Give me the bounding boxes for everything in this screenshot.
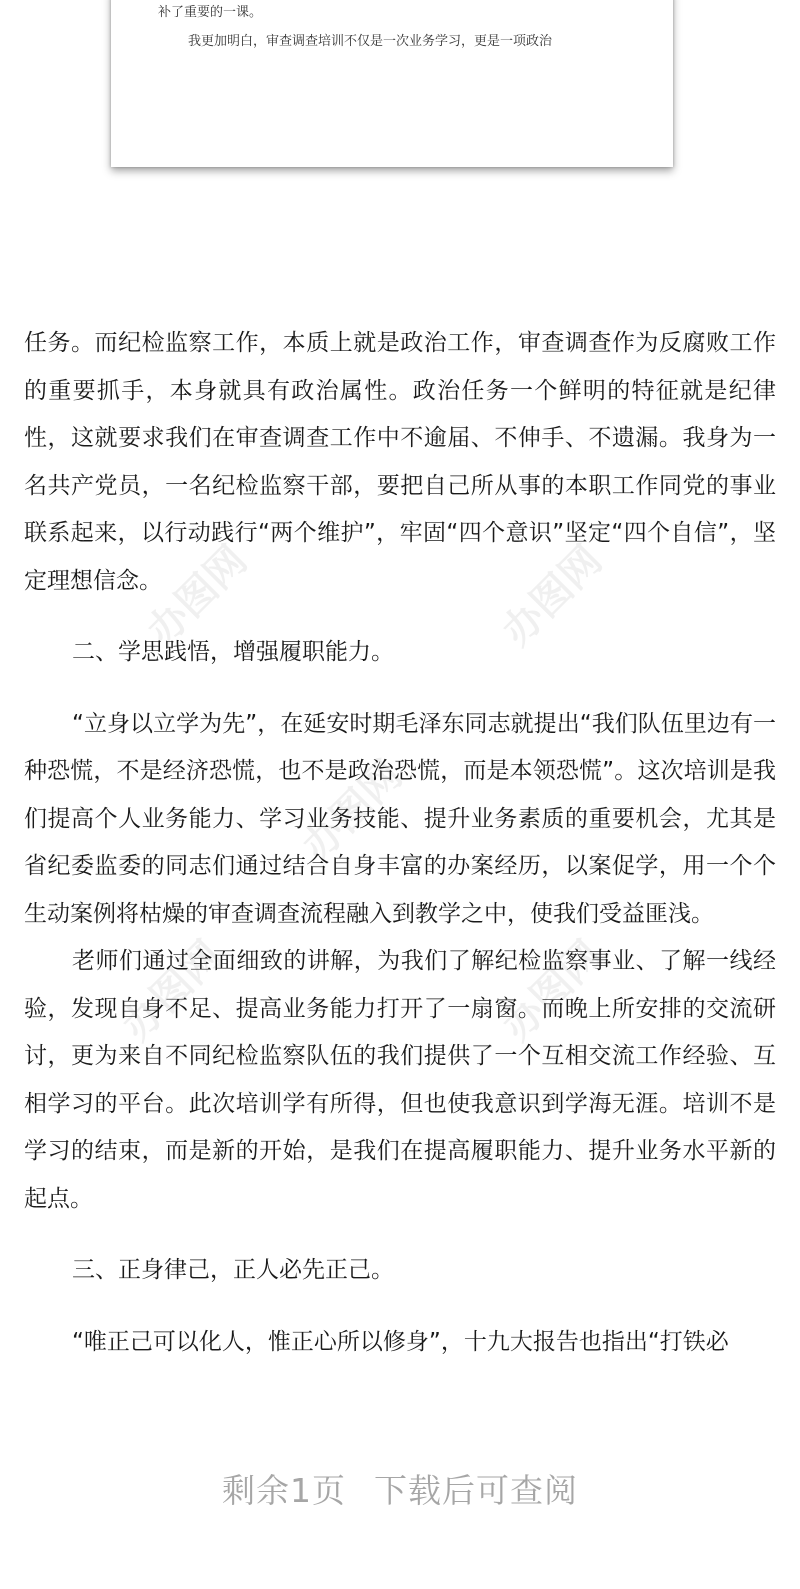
- document-body: [24, 320, 776, 1366]
- watermark: 办图网: [493, 932, 612, 1050]
- remaining-pages-label: 剩余1页: [222, 1471, 346, 1510]
- section-heading: 二、学思践悟，增强履职能力。: [72, 639, 394, 665]
- paragraph: “立身以立学为先”，在延安时期毛泽东同志就提出“我们队伍里边有一种恐慌，不是经济恐慌，也不是政治恐慌，而是本领恐慌”。这次培训是我们提高个人业务能力、学习业务技能、提升业务素质的重要机会，尤其是省纪委监委的同志们通过结合自身丰富的办案经历，以案促学，用一个个生动案例将枯燥的审查调查流程融入到教学之中，使我们受益匪浅。: [24, 710, 776, 927]
- preview-text-line: 补了重要的一课。: [158, 5, 263, 20]
- preview-card: [111, 0, 673, 167]
- paragraph: 老师们通过全面细致的讲解，为我们了解纪检监察事业、了解一线经验，发现自身不足、提高业务能力打开了一扇窗。而晚上所安排的交流研讨，更为来自不同纪检监察队伍的我们提供了一个互相交流工作经验、互相学习的平台。此次培训学有所得，但也使我意识到学海无涯。培训不是学习的结束，而是新的开始，是我们在提高履职能力、提升业务水平新的起点。: [24, 948, 776, 1212]
- paragraph: 任务。而纪检监察工作，本质上就是政治工作，审查调查作为反腐败工作的重要抓手，本身就具有政治属性。政治任务一个鲜明的特征就是纪律性，这就要求我们在审查调查工作中不逾届、不伸手、不遗漏。我身为一名共产党员，一名纪检监察干部，要把自己所从事的本职工作同党的事业联系起来，以行动践行“两个维护”，牢固“四个意识”坚定“四个自信”，坚定理想信念。: [24, 330, 776, 594]
- paragraph: “唯正己可以化人，惟正心所以修身”，十九大报告也指出“打铁必: [72, 1328, 729, 1355]
- watermark: 办图网: [113, 932, 232, 1050]
- section-heading: 三、正身律己，正人必先正己。: [72, 1257, 394, 1283]
- download-notice[interactable]: [0, 1465, 800, 1512]
- watermark: 办图网: [138, 537, 257, 655]
- preview-text-line: 我更加明白，审查调查培训不仅是一次业务学习，更是一项政治: [188, 34, 553, 49]
- watermark: 办图网: [493, 537, 612, 655]
- watermark: 办图网: [293, 752, 412, 870]
- download-to-view-label: 下载后可查阅: [374, 1471, 578, 1510]
